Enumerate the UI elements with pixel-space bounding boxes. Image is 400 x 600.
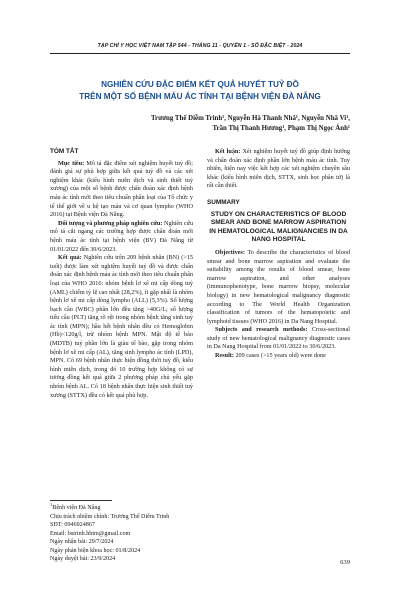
vn-methods-label: Đối tượng và phương pháp nghiên cứu:	[58, 219, 163, 227]
journal-header: TẠP CHÍ Y HỌC VIỆT NAM TẬP 544 - THÁNG 11 - QUYỂN 1 - SỐ ĐẶC BIỆT - 2024	[97, 43, 303, 49]
en-article-title: STUDY ON CHARACTERISTICS OF BLOOD SMEAR AND BONE MARROW ASPIRATION IN HEMATOLOGICAL MALIGNANCIES IN DA NANG HOSPITAL	[209, 210, 348, 244]
title-line-1: NGHIÊN CỨU ĐẶC ĐIỂM KẾT QUẢ HUYẾT TUỶ ĐỒ	[101, 80, 299, 89]
en-methods-label: Subjects and research methods:	[215, 326, 308, 334]
authors-line-2: Trần Thị Thanh Hương¹, Phạm Thị Ngọc Ánh¹	[212, 124, 350, 132]
article-title	[60, 79, 340, 102]
vn-conclusion-paragraph	[207, 148, 350, 191]
en-summary-heading: SUMMARY	[207, 198, 240, 206]
en-methods-text: Cross-sectional study of new hematological malignancy diagnostic cases in Da Nang Hospital from 01/01/2022 to 30/6/2023.	[207, 326, 350, 351]
author-list	[90, 114, 350, 133]
title-line-2: TRÊN MỘT SỐ BỆNH MÁU ÁC TÍNH TẠI BỆNH VIỆN ĐÀ NẴNG	[79, 91, 321, 101]
vn-results-paragraph	[50, 254, 193, 400]
footnote-responsible-author: Chịu trách nhiệm chính: Trương Thế Diễm Trinh	[50, 513, 170, 520]
footnote-email: Email: bstrinh.hhtm@gmail.com	[50, 530, 131, 537]
footnote	[50, 500, 193, 564]
en-result-label: Result:	[215, 352, 234, 360]
footnote-review-date: Ngày phản biện khoa học: 01/8/2024	[50, 547, 141, 554]
footnote-received-date: Ngày nhận bài: 29/7/2024	[50, 539, 114, 546]
footnote-phone: SĐT: 0946924867	[50, 522, 95, 529]
vn-results-label: Kết quả:	[58, 254, 82, 262]
vn-results-text: Nghiên cứu trên 209 bệnh nhân (BN) (>15 tuổi) được làm xét nghiệm huyết tuỷ đồ và được chẩn đoán xác định bệnh máu ác tính mới theo tiêu chuẩn phân loại của WHO 2016: nhóm bệnh lơ xê mi cấp dòng tuỷ (AML) chiếm tỷ lệ cao nhất (28,2%), ít gặp nhất là nhóm bệnh lơ xê mi cấp dòng lympho (ALL) (5,3%). Số lượng bạch cầu (WBC) phần lớn đều tăng >40G/L; số lượng tiểu cầu (PLT) tăng rõ rệt trong nhóm bệnh tăng sinh tuỷ ác tính (MPN); hầu hết bệnh nhân đều có Hemoglobin (Hb)<120g/l, trừ nhóm bệnh MPN. Mật độ tế bào (MDTB) tuỷ phần lớn là giàu tế bào, gặp trong nhóm bệnh lơ xê mi cấp (AL), tăng sinh lympho ác tính (LPD), MPN. Có 69 bệnh nhân thực hiện đồng thời tuỷ đồ, kiểu hình miễn dịch, trong đó 10 trường hợp không có sự tương đồng kết quả giữa 2 phương pháp chủ yếu gặp nhóm bệnh AL. Có 18 bệnh nhân thực hiện sinh thiết tuỷ xương (STTX) đều có kết quả phù hợp.	[50, 254, 194, 399]
footnote-affiliation: $^1$Bệnh viện Đà Nẵng	[50, 502, 101, 512]
header-rule	[50, 53, 350, 54]
left-column	[50, 148, 193, 400]
vn-summary-heading: TÓM TẮT	[50, 148, 79, 155]
vn-objective-text: Mô tả đặc điểm xét nghiệm huyết tuỷ đồ; đánh giá sự phù hợp giữa kết quả tuỷ đồ và các xét nghiệm khác (kiểu hình miễn dịch và sinh thiết tuỷ xương) của một số bệnh được chẩn đoán xác định bệnh máu ác tính mới theo tiêu chuẩn phân loại của Tổ chức y tế thế giới về u hệ tạo máu và cơ quan lympho (WHO 2016) tại Bệnh viện Đà Nẵng.	[50, 159, 193, 219]
vn-conclusion-label: Kết luận:	[215, 148, 241, 155]
footnote-accepted-date: Ngày duyệt bài: 23/9/2024	[50, 556, 116, 563]
authors-line-1: Trương Thế Diễm Trinh¹, Nguyễn Hà Thanh Nhã¹, Nguyễn Nhã Vi¹,	[150, 115, 350, 122]
page-number: 639	[340, 559, 350, 566]
en-methods-paragraph	[207, 326, 350, 352]
vn-objective-paragraph	[50, 160, 193, 220]
en-objectives-text: To describe the characteristics of blood smear and bone marrow aspiration and evaluate the suitability among the results of blood smear, bone marrow aspiration, and other analyses (immunophenotype, bone marrow biopsy, molecular biology) in new hematological malignancy diagnostic according to The World Health Organization classification of tumors of the hematopoietic and lymphoid tissues (WHO 2016) in Da Nang Hospital.	[207, 248, 350, 325]
vn-conclusion-text: Xét nghiệm huyết tuỷ đồ giúp định hướng và chẩn đoán xác định phần lớn bệnh máu ác tính. Tuy nhiên, hiện nay việc kết hợp các xét nghiệm chuyên sâu khác (kiểu hình miễn dịch, STTX, sinh học phân tử) là rất cần thiết.	[207, 148, 350, 190]
en-objectives-label: Objectives:	[215, 248, 245, 256]
spacer	[207, 191, 350, 199]
right-column	[207, 148, 350, 361]
en-result-text: 209 cases (>15 years old) were done	[235, 352, 326, 360]
en-objectives-paragraph	[207, 249, 350, 326]
vn-methods-text: Nghiên cứu mô tả cắt ngang các trường hợp được chẩn đoán mới bệnh máu ác tính tại bệnh viện (BV) Đà Nẵng từ 01/01/2022 đến 30/6/2023.	[50, 219, 193, 253]
en-result-paragraph	[207, 352, 350, 361]
vn-methods-paragraph	[50, 220, 193, 254]
vn-objective-label: Mục tiêu:	[58, 159, 85, 167]
